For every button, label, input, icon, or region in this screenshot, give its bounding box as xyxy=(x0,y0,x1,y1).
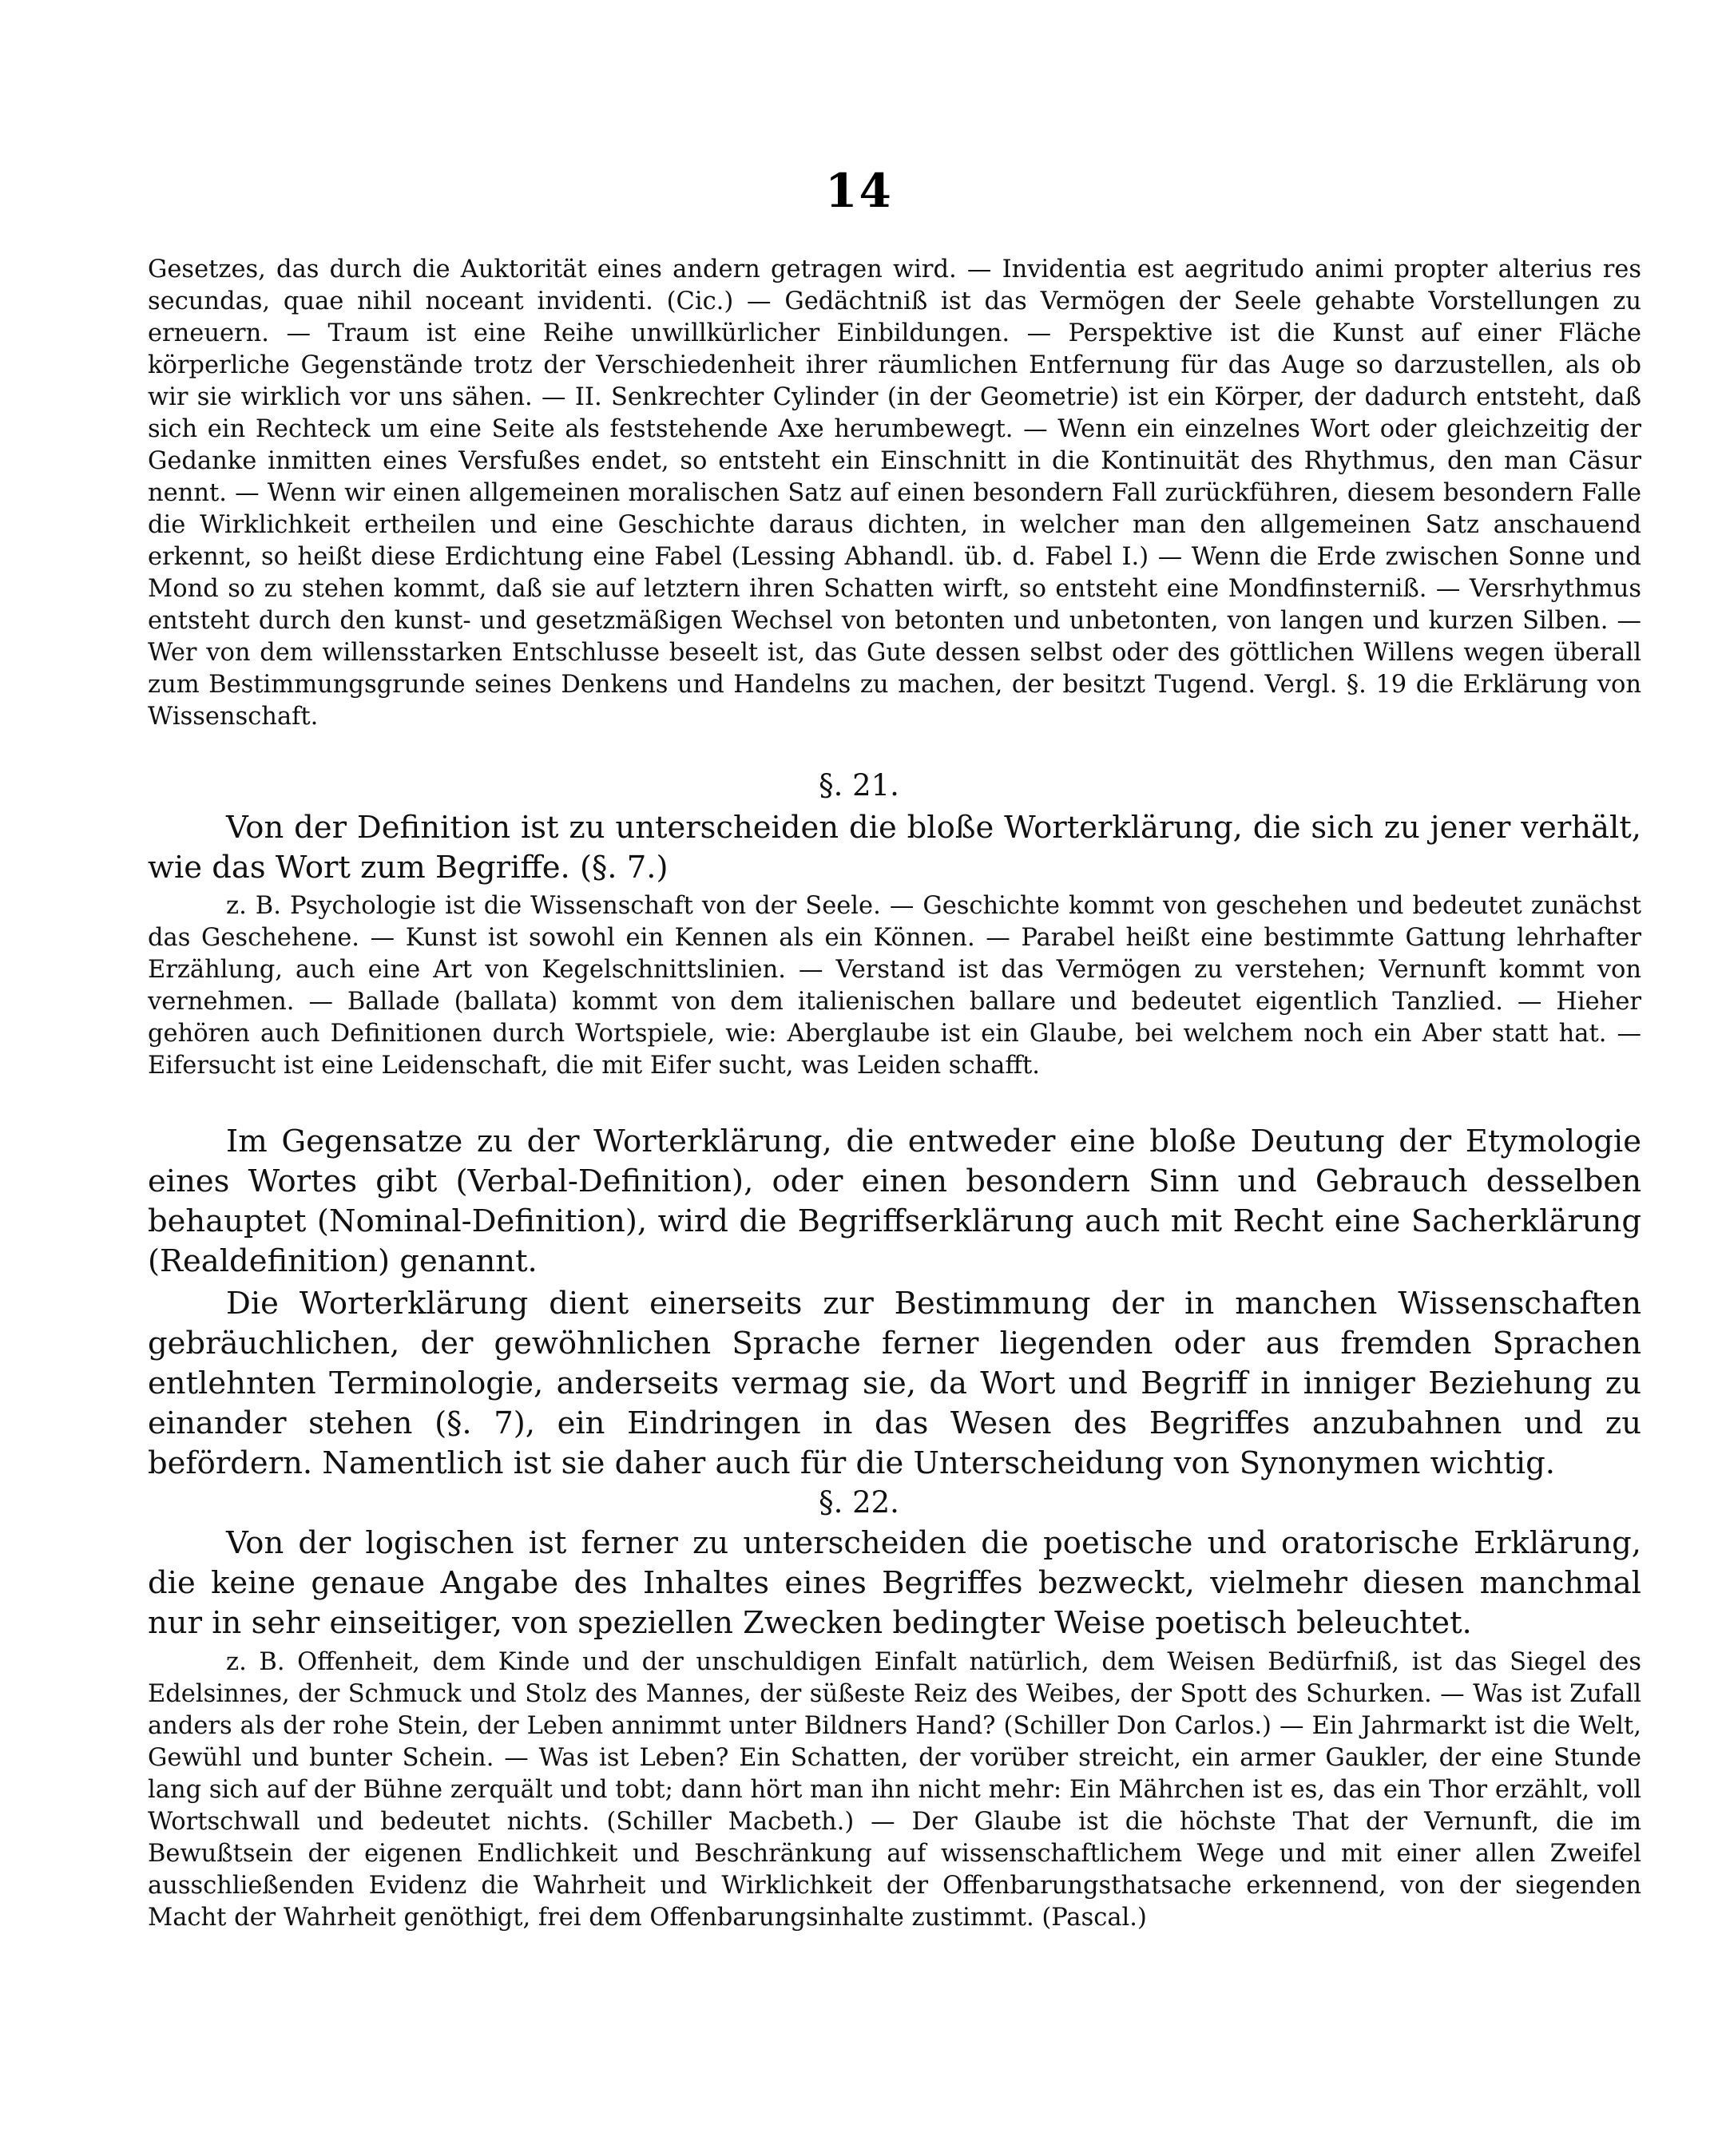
paragraph-poetische-erklaerung xyxy=(148,1524,1641,1643)
paragraph-text: Von der Definition ist zu unterscheiden die bloße Worterklärung, die sich zu jener verhält, wie das Wort zum Begriffe. (§. 7.) xyxy=(148,810,1641,886)
section-heading-22: §. 22. xyxy=(819,1485,899,1520)
paragraph-text: Die Worterklärung dient einerseits zur Bestimmung der in manchen Wissenschaften gebräuchlichen, der gewöhnlichen Sprache ferner liegenden oder aus fremden Sprachen entlehnten Terminologie, anderseits vermag sie, da Wort und Begriff in inniger Beziehung zu einander stehen (§. 7), ein Eindringen in das Wesen des Begriffes anzubahnen und zu befördern. Namentlich ist sie daher auch für die Unterscheidung von Synonymen wichtig. xyxy=(148,1286,1641,1481)
paragraph-text: Im Gegensatze zu der Worterklärung, die entweder eine bloße Deutung der Etymologie eines Wortes gibt (Verbal-Definition), oder einen besondern Sinn und Gebrauch desselben behauptet (Nominal-Definition), wird die Begriffserklärung auch mit Recht eine Sacherklärung (Realdefinition) genannt. xyxy=(148,1124,1641,1279)
paragraph-text: Von der logischen ist ferner zu unterscheiden die poetische und oratorische Erklärung, die keine genaue Angabe des Inhaltes eines Begriffes bezweckt, vielmehr diesen manchmal nur in sehr einseitiger, von speziellen Zwecken bedingter Weise poetisch beleuchtet. xyxy=(148,1525,1641,1641)
paragraph-worterklaerung-examples xyxy=(148,890,1641,1116)
paragraph-worterklaerung-nutzen xyxy=(148,1284,1641,1484)
section-heading-21: §. 21. xyxy=(819,768,899,803)
paragraph-text: z. B. Offenheit, dem Kinde und der unschuldigen Einfalt natürlich, dem Weisen Bedürfniß, ist das Siegel des Edelsinnes, der Schmuck und Stolz des Mannes, der süßeste Reiz des Weibes, der Spott des Schurken. — Was ist Zufall anders als der rohe Stein, der Leben annimmt unter Bildners Hand? (Schiller Don Carlos.) — Ein Jahrmarkt ist die Welt, Gewühl und bunter Schein. — Was ist Leben? Ein Schatten, der vorüber streicht, ein armer Gaukler, der eine Stunde lang sich auf der Bühne zerquält und tobt; dann hört man ihn nicht mehr: Ein Mährchen ist es, das ein Thor erzählt, voll Wortschwall und bedeutet nichts. (Schiller Macbeth.) — Der Glaube ist die höchste That der Vernunft, die im Bewußtsein der eigenen Endlichkeit und Beschränkung auf wissenschaftlichem Wege und mit einer allen Zweifel ausschließenden Evidenz die Wahrheit und Wirklichkeit der Offenbarungsthatsache erkennend, von der siegenden Macht der Wahrheit genöthigt, frei dem Offenbarungsinhalte zustimmt. (Pascal.) xyxy=(148,1648,1641,1932)
paragraph-text: Gesetzes, das durch die Auktorität eines andern getragen wird. — Invidentia est aegritudo animi propter alterius res secundas, quae nihil noceant invidenti. (Cic.) — Gedächtniß ist das Vermögen der Seele gehabte Vorstellungen zu erneuern. — Traum ist eine Reihe unwillkürlicher Einbildungen. — Perspektive ist die Kunst auf einer Fläche körperliche Gegenstände trotz der Verschiedenheit ihrer räumlichen Entfernung für das Auge so darzustellen, als ob wir sie wirklich vor uns sähen. — II. Senkrechter Cylinder (in der Geometrie) ist ein Körper, der dadurch entsteht, daß sich ein Rechteck um eine Seite als feststehende Axe herumbewegt. — Wenn ein einzelnes Wort oder gleichzeitig der Gedanke inmitten eines Versfußes endet, so entsteht ein Einschnitt in die Kontinuität des Rhythmus, den man Cäsur nennt. — Wenn wir einen allgemeinen moralischen Satz auf einen besondern Fall zurückführen, diesem besondern Falle die Wirklichkeit ertheilen und eine Geschichte daraus dichten, in welcher man den allgemeinen Satz anschauend erkennt, so heißt diese Erdichtung eine Fabel (Lessing Abhandl. üb. d. Fabel I.) — Wenn die Erde zwischen Sonne und Mond so zu stehen kommt, daß sie auf letztern ihren Schatten wirft, so entsteht eine Mondfinsterniß. — Versrhythmus entsteht durch den kunst- und gesetzmäßigen Wechsel von betonten und unbetonten, von langen und kurzen Silben. — Wer von dem willensstarken Entschlusse beseelt ist, das Gute dessen selbst oder des göttlichen Willens wegen überall zum Bestimmungsgrunde seines Denkens und Handelns zu machen, der besitzt Tugend. Vergl. §. 19 die Erklärung von Wissenschaft. xyxy=(148,256,1641,731)
paragraph-worterklaerung-intro xyxy=(148,808,1641,890)
paragraph-definition-examples xyxy=(148,254,1641,765)
paragraph-sacherklaerung xyxy=(148,1122,1641,1282)
paragraph-poetische-examples xyxy=(148,1647,1641,1966)
page-number: 14 xyxy=(825,164,893,218)
paragraph-text: z. B. Psychologie ist die Wissenschaft von der Seele. — Geschichte kommt von geschehen und bedeutet zunächst das Geschehene. — Kunst ist sowohl ein Kennen als ein Können. — Parabel heißt eine bestimmte Gattung lehrhafter Erzählung, auch eine Art von Kegelschnittslinien. — Verstand ist das Vermögen zu verstehen; Vernunft kommt von vernehmen. — Ballade (ballata) kommt von dem italienischen ballare und bedeutet eigentlich Tanzlied. — Hieher gehören auch Definitionen durch Wortspiele, wie: Aberglaube ist ein Glaube, bei welchem noch ein Aber statt hat. — Eifersucht ist eine Leidenschaft, die mit Eifer sucht, was Leiden schafft. xyxy=(148,892,1641,1080)
